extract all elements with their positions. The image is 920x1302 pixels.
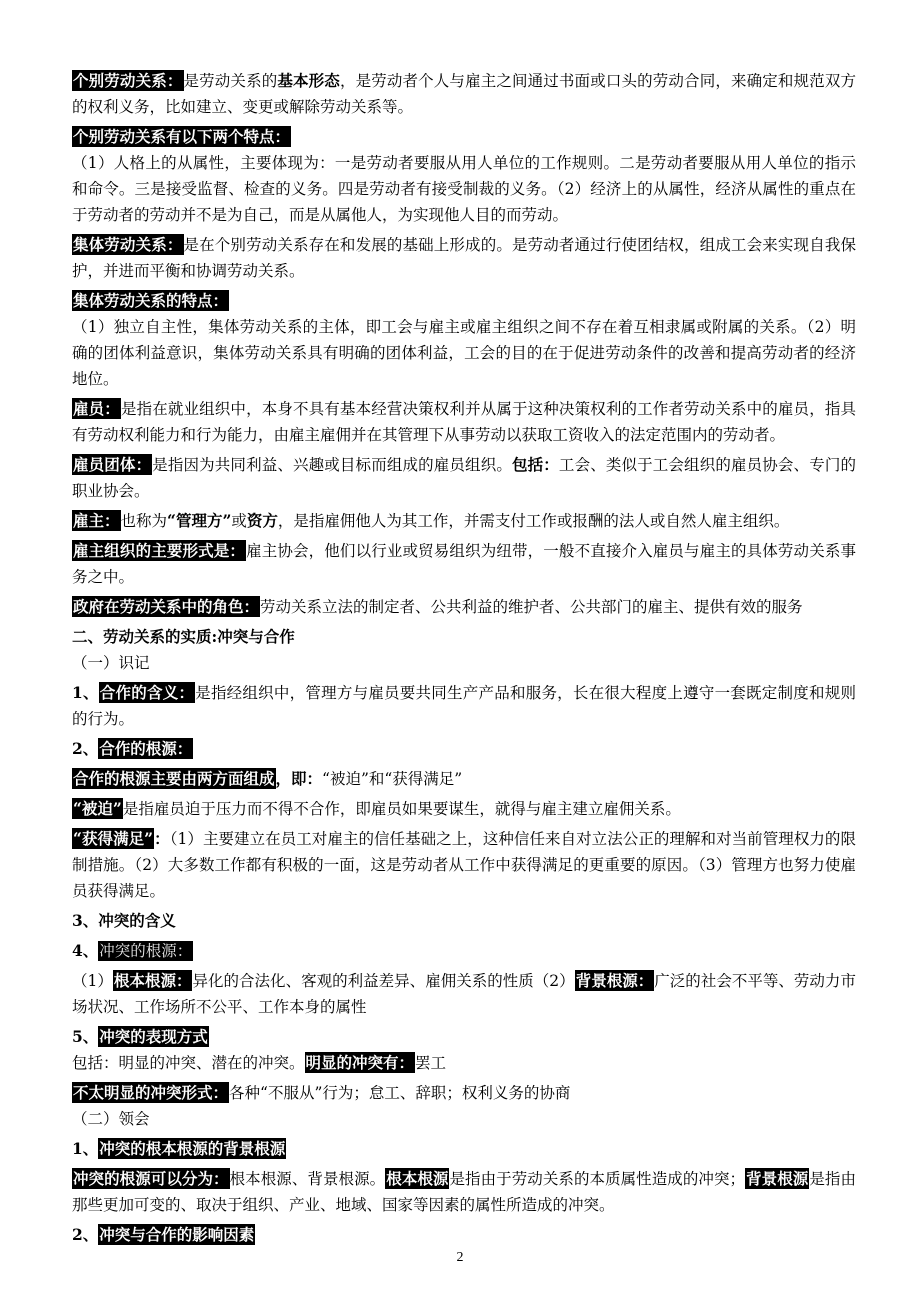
term-label: 集体劳动关系的特点： <box>73 291 229 310</box>
page-number: 2 <box>456 1250 464 1265</box>
item-cooperation-meaning: 1、合作的含义：是指经组织中，管理方与雇员要共同生产产品和服务，长在很大程度上遵守一套既定制度和规则的行为。 <box>72 683 856 728</box>
document-page <box>72 68 856 1248</box>
term-label: 背景根源 <box>746 1169 809 1188</box>
item-cooperation-root: 2、合作的根源： <box>72 739 193 758</box>
term-label: 个别劳动关系有以下两个特点： <box>73 127 291 146</box>
paragraph-forced: “被迫”是指雇员迫于压力而不得不合作，即雇员如果要谋生，就得与雇主建立雇佣关系。 <box>73 799 681 818</box>
paragraph-collective-labor-relation: 集体劳动关系：是在个别劳动关系存在和发展的基础上形成的。是劳动者通过行使团结权，组成工会来实现自我保护，并进而平衡和协调劳动关系。 <box>72 235 856 280</box>
item-conflict-background-root: 1、冲突的根本根源的背景根源 <box>72 1139 286 1158</box>
paragraph-government-role: 政府在劳动关系中的角色：劳动关系立法的制定者、公共利益的维护者、公共部门的雇主、提供有效的服务 <box>73 597 803 616</box>
term-label: 冲突的根本根源的背景根源 <box>99 1139 286 1158</box>
term-label: 集体劳动关系： <box>73 235 183 254</box>
paragraph-collective-features-heading <box>72 288 856 314</box>
item-conflict-meaning: 3、冲突的含义 <box>72 911 176 930</box>
paragraph-collective-features: （1）独立自主性，集体劳动关系的主体，即工会与雇主或雇主组织之间不存在着互相隶属或附属的关系。（2）明确的团体利益意识，集体劳动关系具有明确的团体利益，工会的目的在于促进劳动条件的改善和提高劳动者的经济地位。 <box>72 318 856 388</box>
term-label: “被迫” <box>73 799 122 818</box>
term-label: 背景根源： <box>575 971 654 990</box>
paragraph-employee-group: 雇员团体：是指因为共同利益、兴趣或目标而组成的雇员组织。包括：工会、类似于工会组织的雇员协会、专门的职业协会。 <box>72 455 856 500</box>
term-label: 合作的根源： <box>99 739 193 758</box>
section-heading: 二、劳动关系的实质:冲突与合作 <box>72 627 295 646</box>
item-conflict-root: 4、冲突的根源： <box>72 941 193 960</box>
item-conflict-cooperation-factors: 2、冲突与合作的影响因素 <box>72 1225 255 1244</box>
term-label: “获得满足” <box>73 829 154 848</box>
paragraph-employer-organization: 雇主组织的主要形式是：雇主协会，他们以行业或贸易组织为纽带，一般不直接介入雇员与雇主的具体劳动关系事务之中。 <box>72 541 856 586</box>
term-label: 冲突与合作的影响因素 <box>99 1225 255 1244</box>
term-label: 合作的根源主要由两方面组成 <box>73 769 275 788</box>
subsection-understand: （二）领会 <box>72 1110 150 1128</box>
term-label: 个别劳动关系： <box>73 71 183 90</box>
paragraph-satisfaction: “获得满足”：（1）主要建立在员工对雇主的信任基础之上，这种信任来自对立法公正的理解和对当前管理权力的限制措施。（2）大多数工作都有积极的一面，这是劳动者从工作中获得满足的更重要的原因。（3）管理方也努力使雇员获得满足。 <box>72 829 856 900</box>
term-label: 雇主： <box>73 511 120 530</box>
paragraph-employee: 雇员：是指在就业组织中，本身不具有基本经营决策权利并从属于这种决策权利的工作者劳动关系中的雇员，指具有劳动权利能力和行为能力，由雇主雇佣并在其管理下从事劳动以获取工资收入的法定范围内的劳动者。 <box>72 399 856 444</box>
term-label: 政府在劳动关系中的角色： <box>73 597 260 616</box>
term-label: 根本根源 <box>386 1169 449 1188</box>
term-label: 雇员： <box>73 399 120 418</box>
term-label: 合作的含义： <box>99 683 195 702</box>
paragraph-conflict-root-classification: 冲突的根源可以分为：根本根源、背景根源。根本根源是指由于劳动关系的本质属性造成的冲突；背景根源是指由那些更加可变的、取决于组织、产业、地域、国家等因素的属性所造成的冲突。 <box>72 1169 856 1214</box>
paragraph-employer: 雇主：也称为“管理方”或资方，是指雇佣他人为其工作，并需支付工作或报酬的法人或自然人雇主组织。 <box>73 511 790 530</box>
item-conflict-expression: 5、冲突的表现方式 <box>72 1027 208 1046</box>
paragraph-individual-features: （1）人格上的从属性，主要体现为：一是劳动者要服从用人单位的工作规则。二是劳动者要服从用人单位的指示和命令。三是接受监督、检查的义务。四是劳动者有接受制裁的义务。（2）经济上的从属性，经济从属性的重点在于劳动者的劳动并不是为自己，而是从属他人，为实现他人目的而劳动。 <box>72 154 856 224</box>
paragraph-conflict-root-detail: （1）根本根源：异化的合法化、客观的利益差异、雇佣关系的性质（2）背景根源：广泛的社会不平等、劳动力市场状况、工作场所不公平、工作本身的属性 <box>72 971 856 1016</box>
paragraph-individual-features-heading <box>72 124 856 150</box>
paragraph-individual-labor-relation: 个别劳动关系：是劳动关系的基本形态，是劳动者个人与雇主之间通过书面或口头的劳动合同，来确定和规范双方的权利义务，比如建立、变更或解除劳动关系等。 <box>72 71 856 116</box>
term-label: 不太明显的冲突形式： <box>73 1083 229 1102</box>
term-label: 明显的冲突有： <box>305 1053 415 1072</box>
term-label: 冲突的根源可以分为： <box>73 1169 229 1188</box>
term-label: 雇主组织的主要形式是： <box>73 541 246 560</box>
paragraph-conflict-types: 包括：明显的冲突、潜在的冲突。明显的冲突有：罢工 <box>72 1053 447 1072</box>
term-label: 根本根源： <box>113 971 192 990</box>
term-label: 冲突的根源： <box>99 942 193 960</box>
term-label: 冲突的表现方式 <box>99 1027 208 1046</box>
paragraph-less-obvious-conflict: 不太明显的冲突形式：各种“不服从”行为；怠工、辞职；权利义务的协商 <box>73 1083 571 1102</box>
term-label: 雇员团体： <box>73 455 152 474</box>
paragraph-cooperation-root-composition: 合作的根源主要由两方面组成，即：“被迫”和“获得满足” <box>73 769 463 788</box>
subsection-recall: （一）识记 <box>72 654 150 672</box>
